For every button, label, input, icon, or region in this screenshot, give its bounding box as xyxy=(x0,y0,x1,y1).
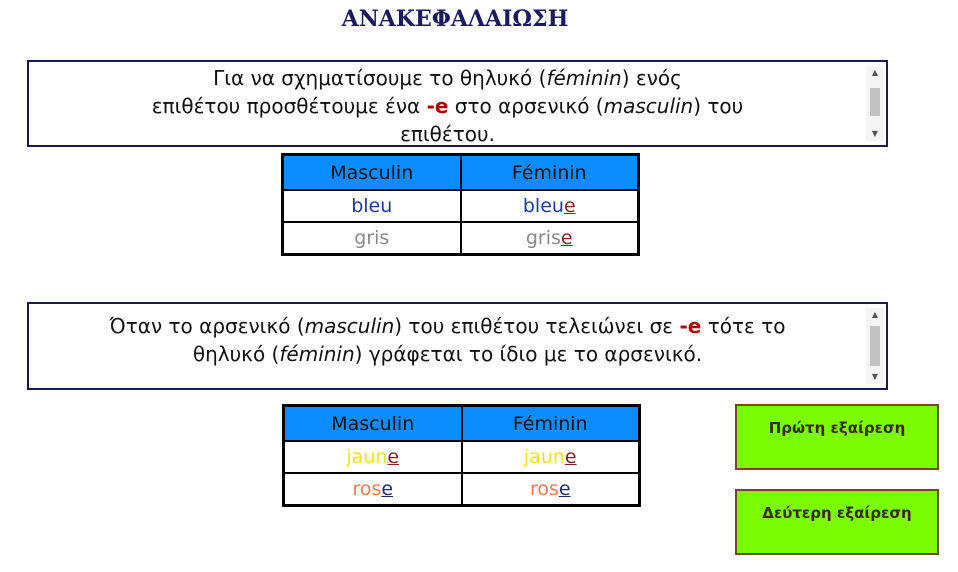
scrollbar-thumb-1[interactable] xyxy=(870,88,880,116)
scrollbar-thumb-2[interactable] xyxy=(870,326,880,366)
cell-feminin: bleue xyxy=(461,190,639,222)
rule-textbox-1[interactable] xyxy=(27,60,888,147)
header-feminin: Féminin xyxy=(461,155,639,191)
second-exception-label: Δεύτερη εξαίρεση xyxy=(762,504,912,522)
table-row xyxy=(283,222,639,255)
rule-text-2 xyxy=(35,312,860,388)
triangle-up-icon[interactable]: ▲ xyxy=(871,68,879,77)
rule-1-line-2: επιθέτου προσθέτουμε ένα -e στο αρσενικό (masculin) του xyxy=(151,94,744,118)
first-exception-button[interactable] xyxy=(735,404,939,470)
rule-2-line-1: Όταν το αρσενικό (masculin) του επιθέτου τελειώνει σε -e τότε το xyxy=(109,314,786,338)
cell-feminin: rose xyxy=(462,473,640,506)
adjective-table-1 xyxy=(281,153,640,256)
header-masculin: Masculin xyxy=(284,406,462,442)
table-row xyxy=(283,190,639,222)
rule-text-1 xyxy=(35,64,860,145)
cell-masculin: gris xyxy=(283,222,461,255)
cell-feminin: jaune xyxy=(462,441,640,473)
header-masculin: Masculin xyxy=(283,155,461,191)
rule-1-line-1: Για να σχηματίσουμε το θηλυκό (féminin) ενός xyxy=(213,66,682,90)
cell-feminin: grise xyxy=(461,222,639,255)
adjective-table-2 xyxy=(282,404,641,507)
cell-masculin: jaune xyxy=(284,441,462,473)
first-exception-label: Πρώτη εξαίρεση xyxy=(768,419,906,437)
table-header-row xyxy=(284,406,640,442)
triangle-down-icon[interactable]: ▼ xyxy=(871,129,879,138)
rule-1-line-3: επιθέτου. xyxy=(400,122,495,146)
cell-masculin: rose xyxy=(284,473,462,506)
table-row xyxy=(284,473,640,506)
triangle-down-icon[interactable]: ▼ xyxy=(871,372,879,381)
header-feminin: Féminin xyxy=(462,406,640,442)
cell-masculin: bleu xyxy=(283,190,461,222)
table-header-row xyxy=(283,155,639,191)
triangle-up-icon[interactable]: ▲ xyxy=(871,310,879,319)
page-title: ΑΝΑΚΕΦΑΛΑΙΩΣΗ xyxy=(341,6,569,32)
rule-2-line-2: θηλυκό (féminin) γράφεται το ίδιο με το αρσενικό. xyxy=(192,342,703,366)
second-exception-button[interactable] xyxy=(735,489,939,555)
table-row xyxy=(284,441,640,473)
rule-textbox-2[interactable] xyxy=(27,302,888,390)
scrollbar-1[interactable] xyxy=(866,66,884,141)
scrollbar-2[interactable] xyxy=(866,308,884,384)
